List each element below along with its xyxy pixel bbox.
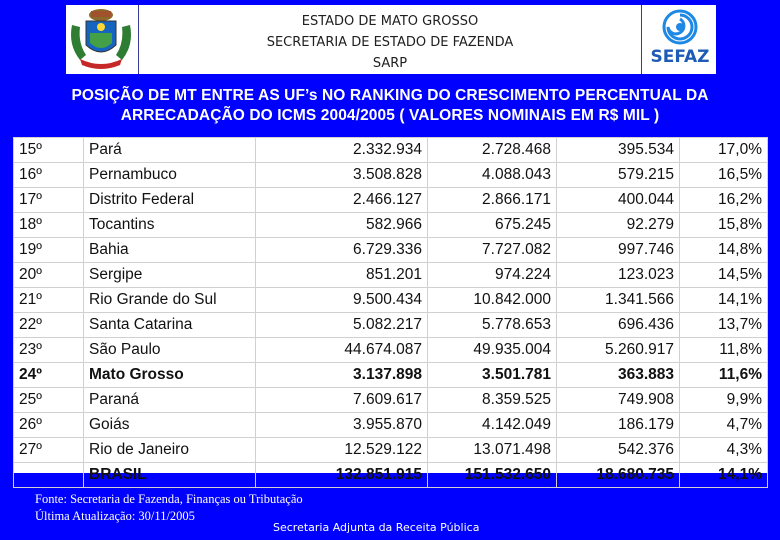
growth-percent-cell: 17,0% (680, 138, 768, 163)
value-2005-cell: 974.224 (428, 263, 557, 288)
state-cell: São Paulo (84, 338, 256, 363)
state-cell: Pernambuco (84, 163, 256, 188)
table-row (14, 363, 768, 388)
difference-cell: 395.534 (557, 138, 680, 163)
state-cell: Tocantins (84, 213, 256, 238)
table-row (14, 413, 768, 438)
value-2004-cell: 3.137.898 (256, 363, 428, 388)
difference-cell: 5.260.917 (557, 338, 680, 363)
difference-cell: 186.179 (557, 413, 680, 438)
table-row (14, 338, 768, 363)
state-cell: Rio Grande do Sul (84, 288, 256, 313)
difference-cell: 1.341.566 (557, 288, 680, 313)
value-2005-cell: 2.866.171 (428, 188, 557, 213)
value-2004-cell: 851.201 (256, 263, 428, 288)
growth-percent-cell: 4,3% (680, 438, 768, 463)
state-cell: Mato Grosso (84, 363, 256, 388)
header-secretariat-name: SECRETARIA DE ESTADO DE FAZENDA (266, 35, 514, 50)
value-2005-cell: 675.245 (428, 213, 557, 238)
rank-cell: 24º (14, 363, 84, 388)
rank-cell (14, 463, 84, 488)
growth-percent-cell: 9,9% (680, 388, 768, 413)
state-cell: Pará (84, 138, 256, 163)
value-2005-cell: 3.501.781 (428, 363, 557, 388)
ranking-table (13, 137, 768, 488)
difference-cell: 400.044 (557, 188, 680, 213)
value-2005-cell: 7.727.082 (428, 238, 557, 263)
growth-percent-cell: 16,5% (680, 163, 768, 188)
footer-agency-name: Secretaria Adjunta da Receita Pública (273, 521, 480, 534)
value-2005-cell: 13.071.498 (428, 438, 557, 463)
page-title (0, 86, 780, 126)
table-row (14, 438, 768, 463)
table-row (14, 213, 768, 238)
value-2005-cell: 5.778.653 (428, 313, 557, 338)
growth-percent-cell: 14,1% (680, 463, 768, 488)
rank-cell: 23º (14, 338, 84, 363)
rank-cell: 25º (14, 388, 84, 413)
growth-percent-cell: 4,7% (680, 413, 768, 438)
difference-cell: 18.680.735 (557, 463, 680, 488)
state-cell: Bahia (84, 238, 256, 263)
value-2005-cell: 2.728.468 (428, 138, 557, 163)
value-2004-cell: 582.966 (256, 213, 428, 238)
header-department: SARP (372, 56, 408, 71)
value-2004-cell: 9.500.434 (256, 288, 428, 313)
rank-cell: 17º (14, 188, 84, 213)
growth-percent-cell: 11,6% (680, 363, 768, 388)
growth-percent-cell: 11,8% (680, 338, 768, 363)
table-row (14, 138, 768, 163)
table-row (14, 463, 768, 488)
sefaz-logo (644, 5, 716, 74)
footnote-last-update: Última Atualização: 30/11/2005 (35, 509, 195, 523)
value-2004-cell: 3.955.870 (256, 413, 428, 438)
value-2005-cell: 10.842.000 (428, 288, 557, 313)
table-row (14, 288, 768, 313)
growth-percent-cell: 14,5% (680, 263, 768, 288)
header-state-name: ESTADO DE MATO GROSSO (301, 14, 479, 29)
difference-cell: 363.883 (557, 363, 680, 388)
difference-cell: 997.746 (557, 238, 680, 263)
difference-cell: 92.279 (557, 213, 680, 238)
table-row (14, 188, 768, 213)
table-row (14, 313, 768, 338)
state-cell: Paraná (84, 388, 256, 413)
state-coat-of-arms-icon (66, 5, 136, 74)
value-2004-cell: 5.082.217 (256, 313, 428, 338)
value-2005-cell: 49.935.004 (428, 338, 557, 363)
growth-percent-cell: 14,1% (680, 288, 768, 313)
difference-cell: 579.215 (557, 163, 680, 188)
value-2005-cell: 4.142.049 (428, 413, 557, 438)
title-line-1: POSIÇÃO DE MT ENTRE AS UF’s NO RANKING DO CRESCIMENTO PERCENTUAL DA (71, 87, 709, 104)
growth-percent-cell: 16,2% (680, 188, 768, 213)
header-banner (66, 5, 716, 74)
value-2004-cell: 44.674.087 (256, 338, 428, 363)
state-cell: Santa Catarina (84, 313, 256, 338)
difference-cell: 123.023 (557, 263, 680, 288)
table-row (14, 263, 768, 288)
value-2004-cell: 2.332.934 (256, 138, 428, 163)
source-footnote (35, 491, 303, 525)
value-2004-cell: 3.508.828 (256, 163, 428, 188)
ranking-table-container (13, 137, 767, 483)
difference-cell: 696.436 (557, 313, 680, 338)
rank-cell: 15º (14, 138, 84, 163)
table-row (14, 238, 768, 263)
growth-percent-cell: 15,8% (680, 213, 768, 238)
sefaz-logo-text: SEFAZ (650, 47, 710, 67)
header-text-block (138, 5, 642, 74)
value-2004-cell: 12.529.122 (256, 438, 428, 463)
rank-cell: 21º (14, 288, 84, 313)
growth-percent-cell: 13,7% (680, 313, 768, 338)
value-2004-cell: 132.851.915 (256, 463, 428, 488)
difference-cell: 749.908 (557, 388, 680, 413)
rank-cell: 27º (14, 438, 84, 463)
state-cell: Rio de Janeiro (84, 438, 256, 463)
state-cell: BRASIL (84, 463, 256, 488)
rank-cell: 20º (14, 263, 84, 288)
rank-cell: 26º (14, 413, 84, 438)
value-2004-cell: 6.729.336 (256, 238, 428, 263)
rank-cell: 16º (14, 163, 84, 188)
value-2005-cell: 4.088.043 (428, 163, 557, 188)
state-cell: Goiás (84, 413, 256, 438)
value-2005-cell: 151.532.650 (428, 463, 557, 488)
growth-percent-cell: 14,8% (680, 238, 768, 263)
state-cell: Distrito Federal (84, 188, 256, 213)
value-2005-cell: 8.359.525 (428, 388, 557, 413)
value-2004-cell: 7.609.617 (256, 388, 428, 413)
title-line-2: ARRECADAÇÃO DO ICMS 2004/2005 ( VALORES NOMINAIS EM R$ MIL ) (120, 107, 660, 124)
state-cell: Sergipe (84, 263, 256, 288)
table-row (14, 163, 768, 188)
table-row (14, 388, 768, 413)
rank-cell: 19º (14, 238, 84, 263)
value-2004-cell: 2.466.127 (256, 188, 428, 213)
rank-cell: 18º (14, 213, 84, 238)
footnote-source: Fonte: Secretaria de Fazenda, Finanças ou Tributação (35, 492, 303, 506)
rank-cell: 22º (14, 313, 84, 338)
difference-cell: 542.376 (557, 438, 680, 463)
